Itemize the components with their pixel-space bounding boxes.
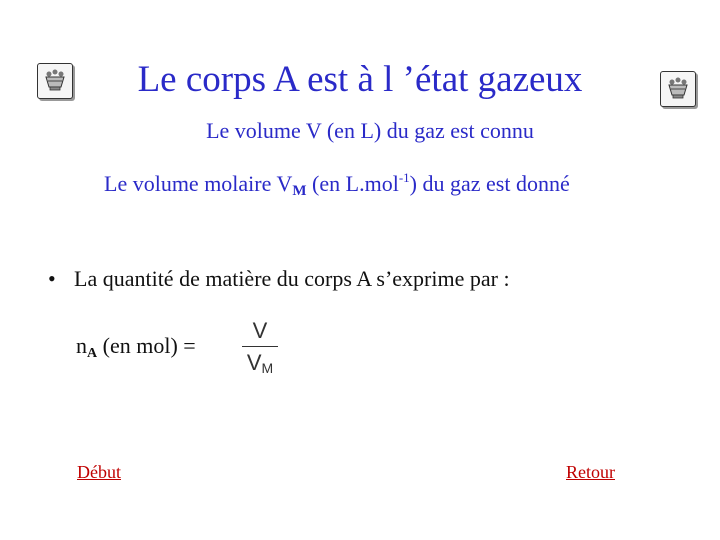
formula-n-subscript: A	[87, 346, 98, 361]
molar-prefix: Le volume molaire V	[104, 171, 293, 196]
fraction-bar	[242, 346, 278, 347]
award-cup-icon	[660, 71, 696, 107]
bullet-text: La quantité de matière du corps A s’exprime par :	[74, 266, 510, 291]
bullet-symbol: •	[48, 266, 56, 291]
molar-subscript: M	[292, 183, 307, 199]
formula-fraction	[242, 318, 278, 376]
volume-statement: Le volume V (en L) du gaz est connu	[206, 118, 534, 143]
formula-unit: (en mol) =	[97, 333, 196, 358]
formula-lhs	[76, 333, 196, 362]
bullet-point	[48, 266, 510, 292]
retour-link[interactable]: Retour	[566, 462, 615, 482]
molar-superscript: -1	[398, 170, 410, 185]
molar-suffix: ) du gaz est donné	[409, 171, 570, 196]
debut-link[interactable]: Début	[77, 462, 121, 482]
molar-mid: (en L.mol	[306, 171, 399, 196]
molar-volume-statement	[104, 170, 704, 200]
fraction-numerator: V	[252, 318, 268, 343]
denominator-main: V	[246, 350, 262, 375]
denominator-subscript: M	[261, 360, 274, 376]
fraction-denominator	[242, 350, 278, 376]
page-title: Le corps A est à l ’état gazeux	[137, 59, 583, 100]
formula-n: n	[76, 333, 87, 358]
